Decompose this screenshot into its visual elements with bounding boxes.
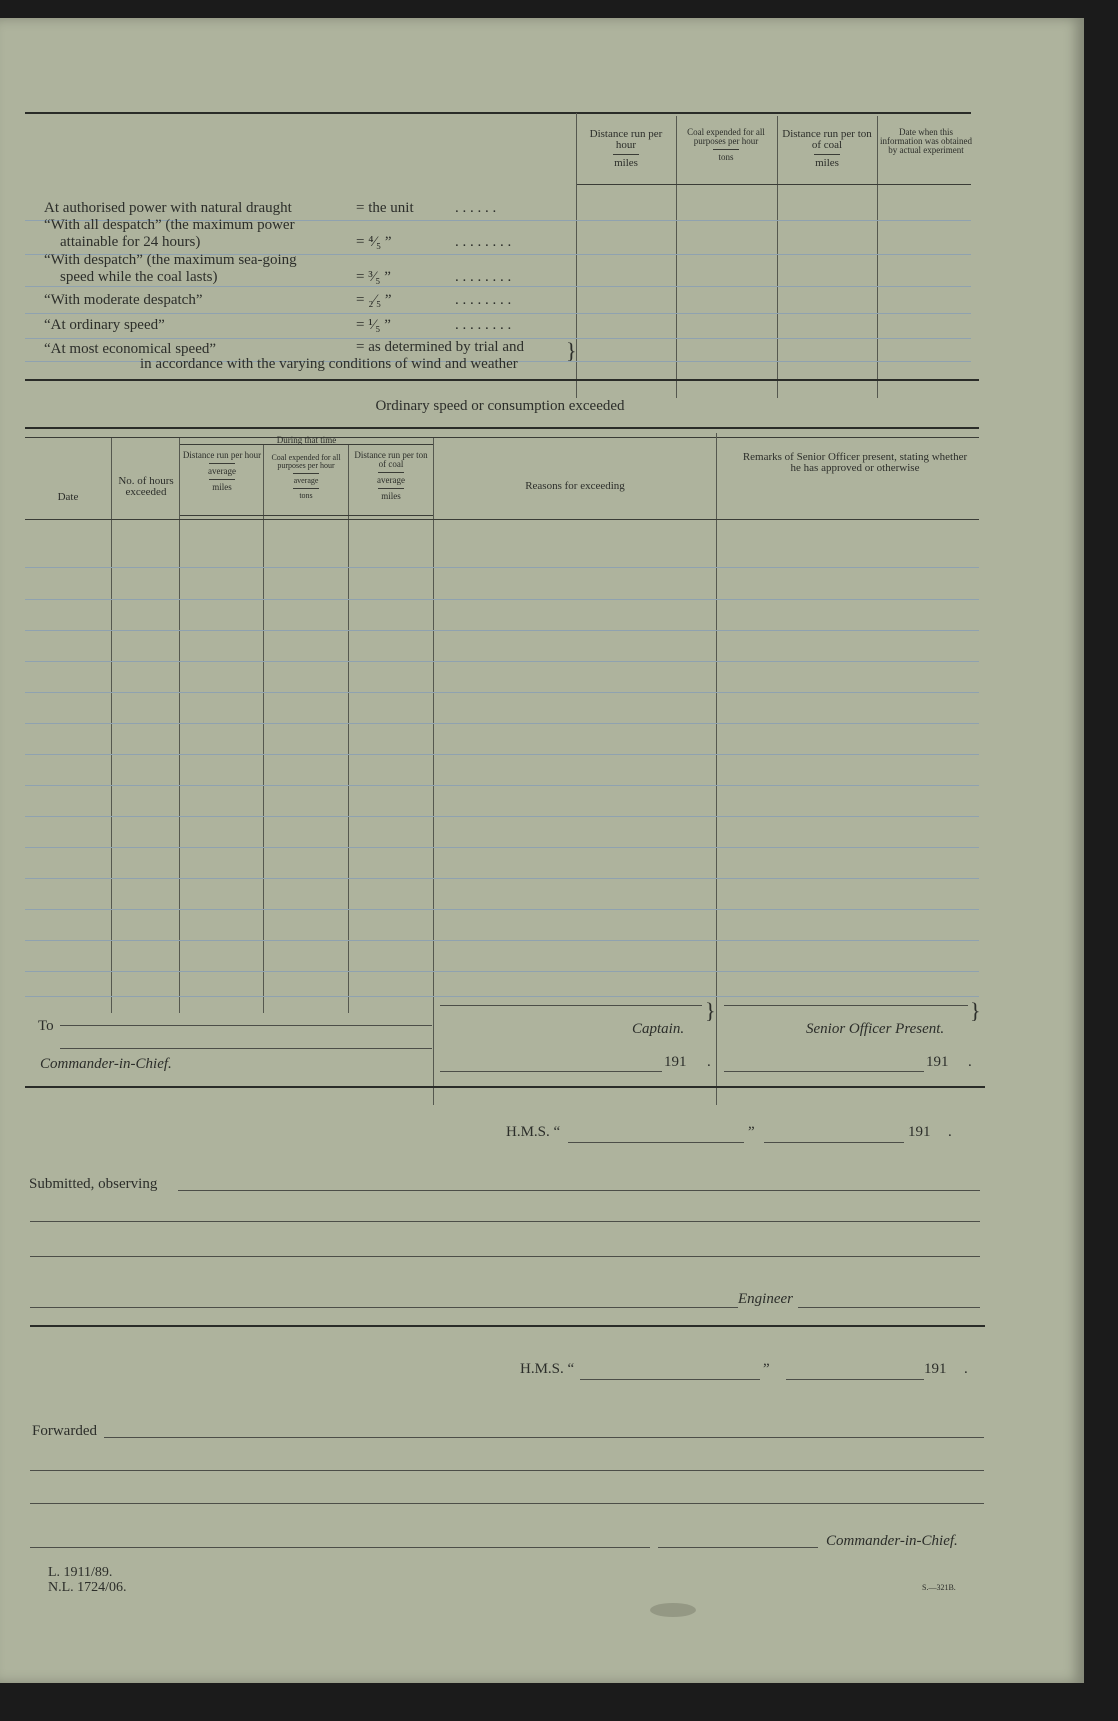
divider	[263, 444, 264, 1013]
row-dots: . . . . . . . .	[455, 317, 512, 333]
section-title: Ordinary speed or consumption exceeded	[375, 398, 625, 414]
header-date-obtained: Date when this information was obtained by actual experiment	[880, 127, 972, 155]
row-economical-label-2: in accordance with the varying conditions of wind and weather	[140, 356, 518, 372]
reference-2: N.L. 1724/06.	[48, 1580, 127, 1595]
header-distance-per-ton: Distance run per ton of coal miles	[782, 128, 872, 169]
commander-sign-line[interactable]	[30, 1547, 650, 1548]
date-line[interactable]	[786, 1379, 924, 1380]
bottom-table-top-border	[25, 427, 979, 429]
commander-in-chief-label: Commander-in-Chief.	[826, 1533, 958, 1549]
date-line[interactable]	[764, 1142, 904, 1143]
submitted-label: Submitted, observing	[29, 1176, 158, 1192]
ship-name-line[interactable]	[580, 1379, 760, 1380]
bottom-table-header-rule	[25, 437, 979, 438]
close-quote: ”	[763, 1361, 770, 1377]
commander-label: Commander-in-Chief.	[40, 1056, 172, 1072]
period: .	[948, 1124, 952, 1140]
ink-smudge	[650, 1603, 696, 1617]
period: .	[964, 1361, 968, 1377]
subheader-rule	[180, 515, 433, 516]
senior-date-line[interactable]	[724, 1071, 924, 1072]
submitted-line[interactable]	[178, 1190, 980, 1191]
row-authorised-value: = the unit	[356, 200, 414, 216]
row-dots: . . . . . . . .	[455, 234, 512, 250]
row-despatch-label-2: speed while the coal lasts)	[60, 269, 218, 285]
forwarded-year: 191	[924, 1361, 947, 1377]
bottom-table-bottom-border	[25, 1086, 985, 1088]
top-table-bottom-border	[25, 379, 979, 381]
header-bottom-rule	[577, 184, 971, 185]
row-dots: . . . . . . . .	[455, 292, 512, 308]
submitted-line-3[interactable]	[30, 1256, 980, 1257]
submitted-year: 191	[908, 1124, 931, 1140]
divider	[777, 116, 778, 398]
form-sheet	[0, 18, 1084, 1683]
captain-label: Captain.	[632, 1021, 685, 1037]
ship-name-line[interactable]	[568, 1142, 744, 1143]
row-moderate-value: = ₂⁄₅ ”	[356, 292, 392, 308]
engineer-line[interactable]	[798, 1307, 980, 1308]
captain-year: 191	[664, 1054, 687, 1070]
divider	[179, 438, 180, 1013]
row-dots: . . . . . .	[455, 200, 497, 216]
row-despatch-value: = ³⁄₅ ”	[356, 269, 391, 285]
row-authorised-label: At authorised power with natural draught	[44, 200, 292, 216]
hms-label: H.M.S. “	[506, 1124, 561, 1140]
engineer-label: Engineer	[738, 1291, 793, 1307]
row-ordinary-label: “At ordinary speed”	[44, 317, 165, 333]
divider	[676, 116, 677, 398]
senior-officer-label: Senior Officer Present.	[806, 1021, 945, 1037]
divider	[716, 433, 717, 1105]
col-remarks: Remarks of Senior Officer present, stating whether he has approved or otherwise	[742, 451, 968, 474]
close-quote: ”	[748, 1124, 755, 1140]
to-label: To	[38, 1018, 54, 1034]
divider	[877, 116, 878, 398]
header-coal-expended: Coal expended for all purposes per hour tons	[687, 127, 765, 162]
captain-sign-line[interactable]	[440, 1005, 702, 1006]
reference-1: L. 1911/89.	[48, 1565, 113, 1580]
senior-year: 191	[926, 1054, 949, 1070]
row-all-despatch-label: “With all despatch” (the maximum power	[44, 217, 295, 233]
col-distance-per-ton: Distance run per ton of coal average miles	[354, 450, 428, 501]
forwarded-line[interactable]	[104, 1437, 984, 1438]
col-distance-run: Distance run per hour average miles	[182, 450, 262, 492]
to-line[interactable]	[60, 1025, 432, 1026]
during-rule	[180, 444, 433, 445]
form-number: S.—321B.	[922, 1583, 956, 1592]
section-divider	[30, 1325, 985, 1327]
row-dots: . . . . . . . .	[455, 269, 512, 285]
forwarded-line-2[interactable]	[30, 1470, 984, 1471]
submitted-line-2[interactable]	[30, 1221, 980, 1222]
captain-date-line[interactable]	[440, 1071, 662, 1072]
to-line-2[interactable]	[60, 1048, 432, 1049]
brace: }	[566, 338, 577, 363]
row-all-despatch-value: = ⁴⁄₅ ”	[356, 234, 392, 250]
forwarded-line-3[interactable]	[30, 1503, 984, 1504]
header-distance-run: Distance run per hour miles	[589, 128, 663, 169]
header-bottom-rule	[25, 519, 979, 520]
row-despatch-label: “With despatch” (the maximum sea-going	[44, 252, 297, 268]
divider	[348, 444, 349, 1013]
divider	[433, 438, 434, 1105]
row-economical-label: “At most economical speed”	[44, 341, 217, 357]
col-reasons: Reasons for exceeding	[525, 480, 625, 492]
row-ordinary-value: = ¹⁄₅ ”	[356, 317, 391, 333]
commander-sign-line-2[interactable]	[658, 1547, 818, 1548]
row-moderate-label: “With moderate despatch”	[44, 292, 203, 308]
brace: }	[970, 998, 981, 1023]
forwarded-label: Forwarded	[32, 1423, 97, 1439]
top-table-border	[25, 112, 971, 114]
col-hours-exceeded: No. of hours exceeded	[118, 475, 174, 498]
col-date: Date	[57, 491, 79, 503]
hms-label: H.M.S. “	[520, 1361, 575, 1377]
row-all-despatch-label-2: attainable for 24 hours)	[60, 234, 201, 250]
row-economical-value: = as determined by trial and	[356, 339, 524, 355]
divider	[111, 438, 112, 1013]
period: .	[968, 1054, 972, 1070]
col-coal-expended: Coal expended for all purposes per hour average tons	[271, 453, 341, 500]
senior-sign-line[interactable]	[724, 1005, 968, 1006]
brace: }	[705, 998, 716, 1023]
period: .	[707, 1054, 711, 1070]
engineer-sign-line[interactable]	[30, 1307, 738, 1308]
during-that-time-label: During that time	[276, 435, 337, 445]
